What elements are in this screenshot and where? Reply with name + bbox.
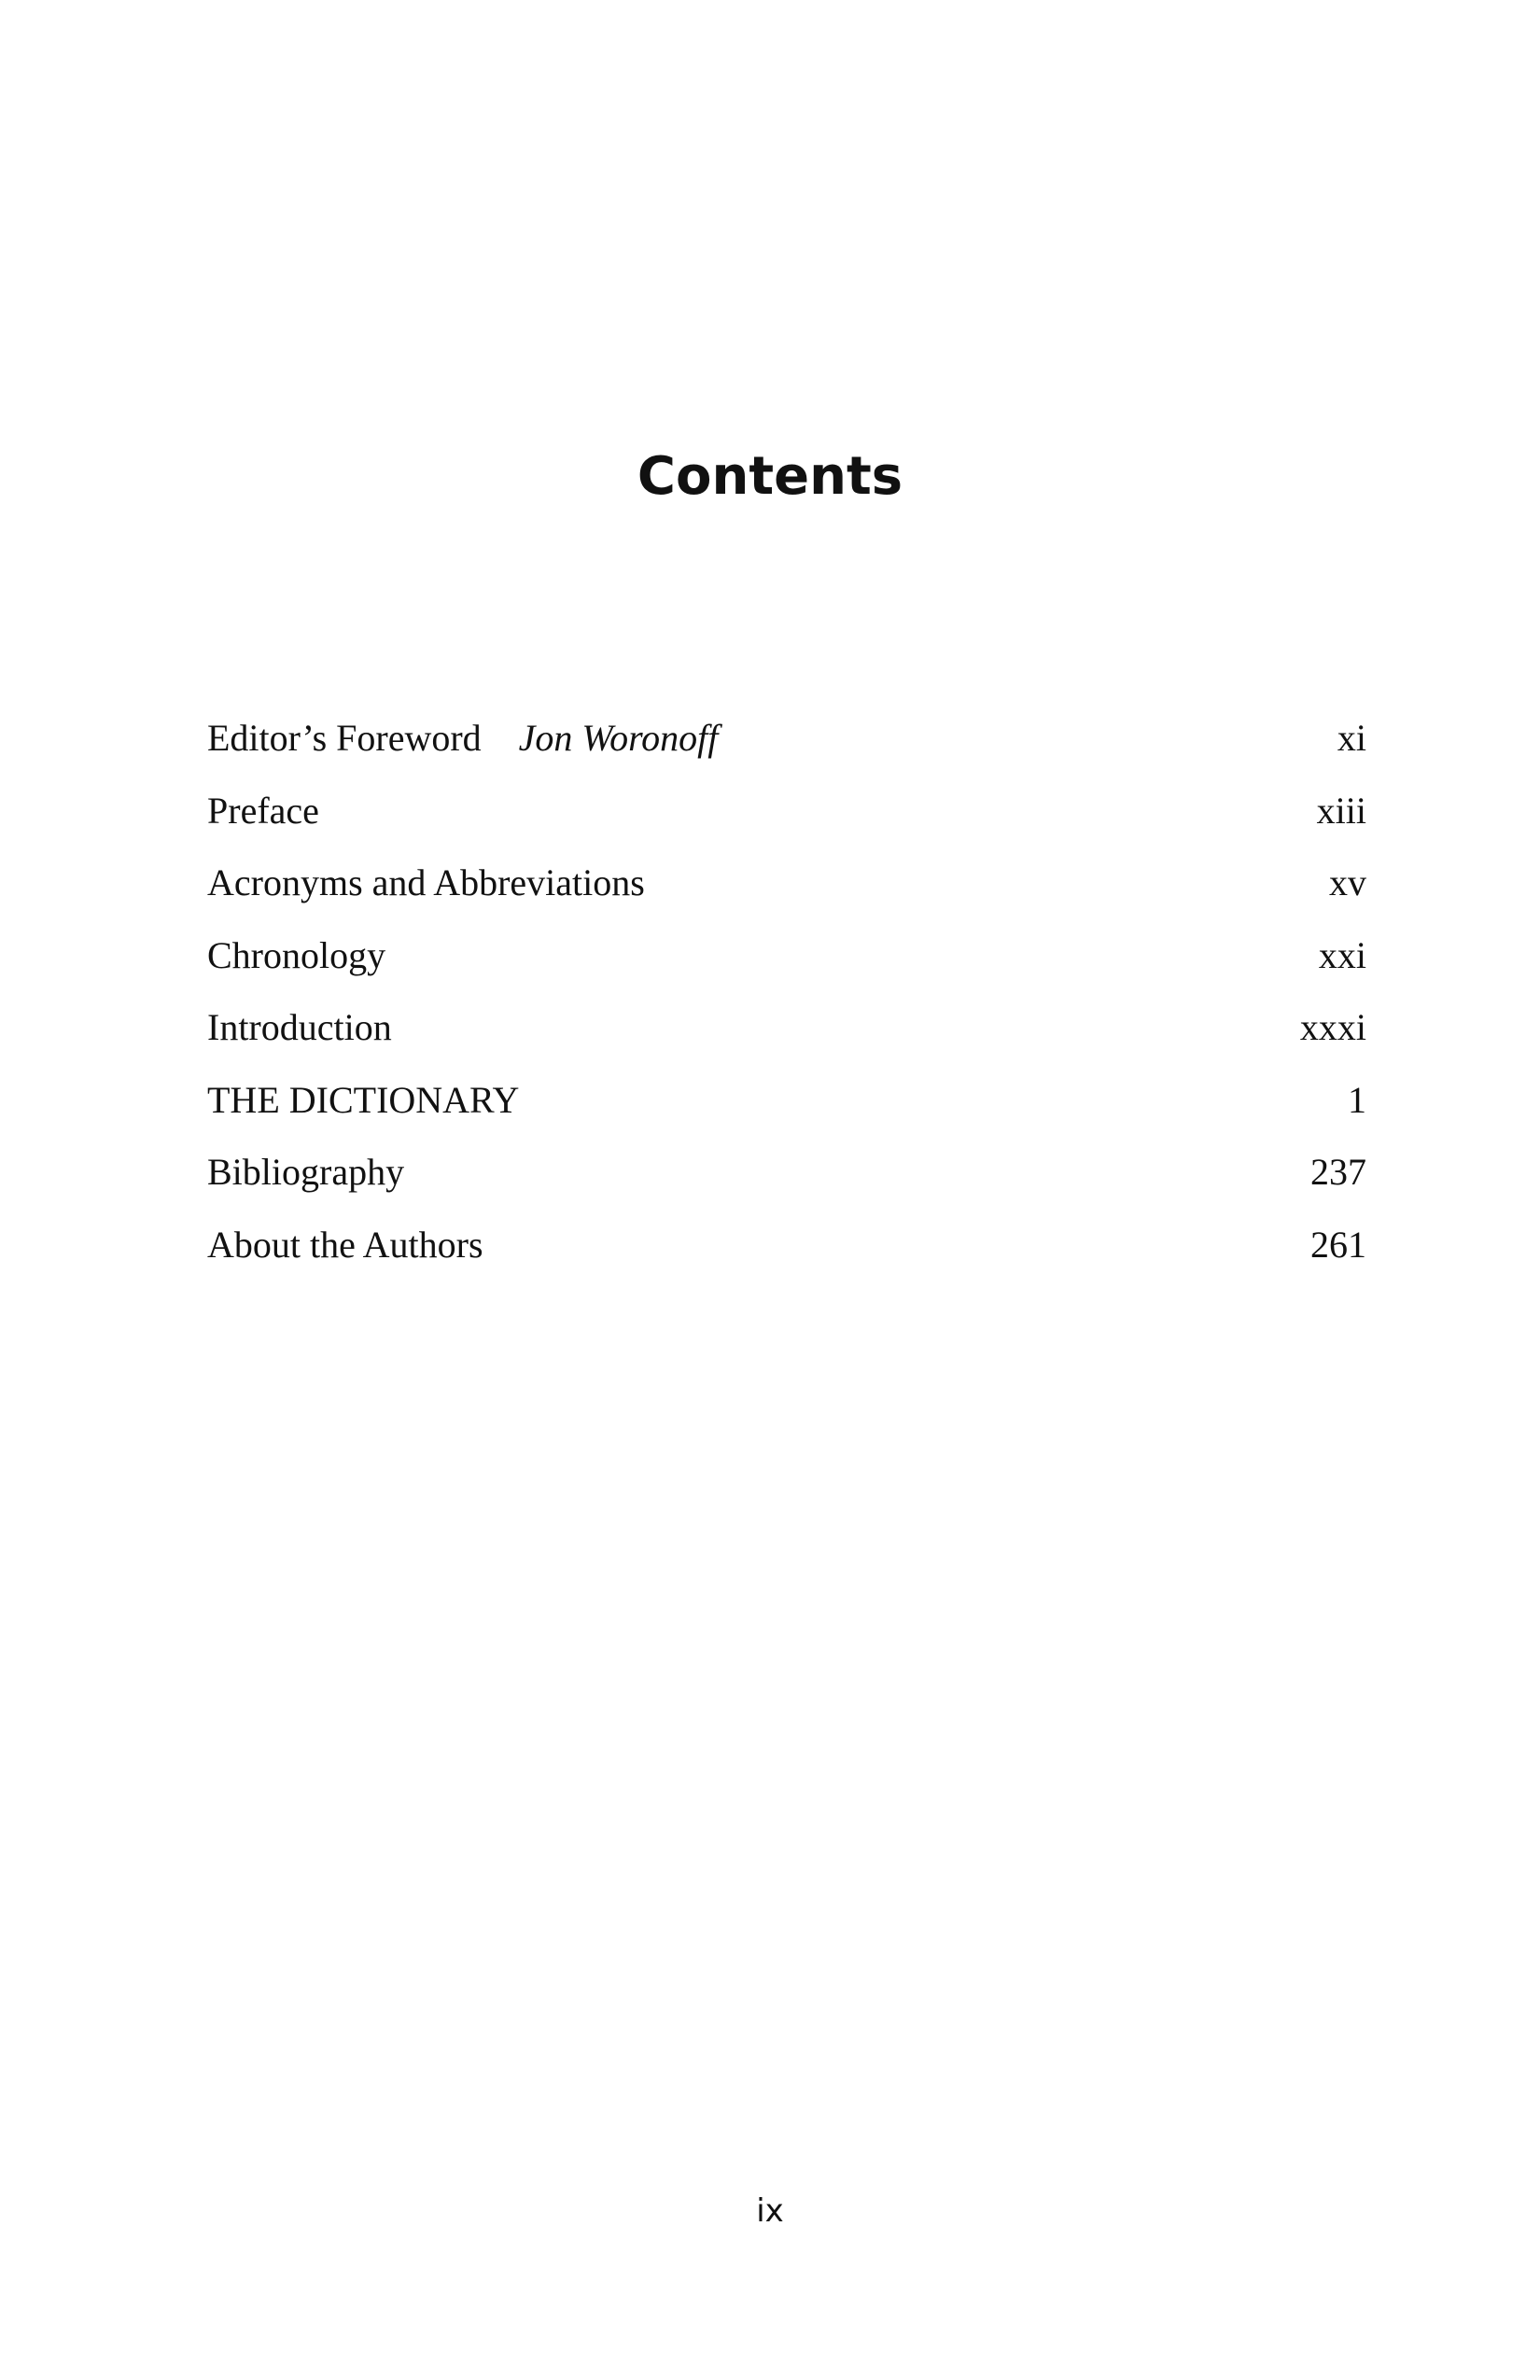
toc-entry-about-the-authors[interactable] <box>207 1209 1366 1281</box>
toc-entry-editors-foreword[interactable] <box>207 702 1366 775</box>
toc-entry-preface[interactable] <box>207 775 1366 847</box>
toc-entry-page: xi <box>1337 717 1366 759</box>
toc-entry-title: Introduction <box>207 1006 392 1048</box>
toc-entry-page: xiii <box>1316 789 1366 832</box>
toc-entry-title: Chronology <box>207 933 386 976</box>
toc-entry-dictionary[interactable] <box>207 1064 1366 1137</box>
toc-entry-title: THE DICTIONARY <box>207 1078 520 1121</box>
toc-entry-title: Editor’s Foreword <box>207 717 482 759</box>
toc-entry-title: About the Authors <box>207 1223 483 1266</box>
toc-entry-acronyms[interactable] <box>207 847 1366 919</box>
toc-entry-page: 1 <box>1348 1078 1366 1121</box>
toc-entry-author: Jon Woronoff <box>518 717 719 759</box>
toc-entry-bibliography[interactable] <box>207 1136 1366 1209</box>
toc-entry-page: 237 <box>1310 1151 1366 1193</box>
toc-entry-page: xxxi <box>1299 1006 1366 1048</box>
toc-entry-page: 261 <box>1310 1223 1366 1266</box>
page-number: ix <box>756 2192 784 2230</box>
toc-entry-title: Preface <box>207 789 319 832</box>
toc-entry-title: Bibliography <box>207 1151 405 1193</box>
toc-entry-chronology[interactable] <box>207 919 1366 992</box>
toc-entry-label <box>207 702 718 775</box>
toc-entry-page: xv <box>1329 861 1366 903</box>
toc-entry-page: xxi <box>1318 933 1366 976</box>
toc-entry-title: Acronyms and Abbreviations <box>207 861 645 903</box>
table-of-contents <box>207 702 1366 1281</box>
toc-entry-introduction[interactable] <box>207 991 1366 1064</box>
page-title: Contents <box>637 446 903 507</box>
